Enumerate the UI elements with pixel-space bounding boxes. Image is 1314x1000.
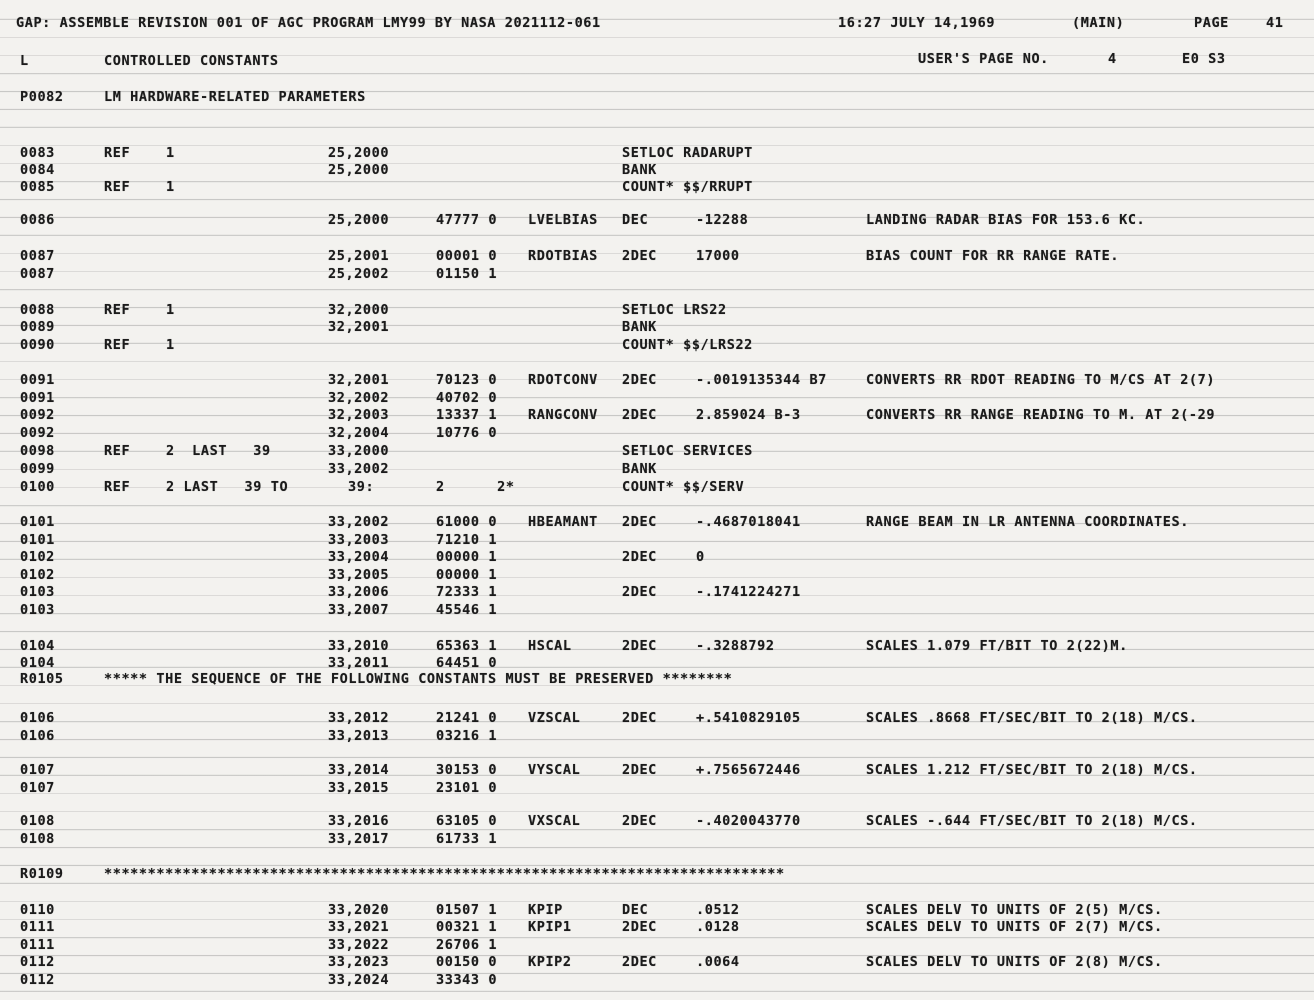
address: 25,2002: [328, 266, 390, 282]
symbol-label: KPIP2: [528, 954, 572, 970]
octal-data: 61000 0: [436, 514, 498, 530]
subheader-code: P0082: [20, 89, 64, 105]
symbol-label: RANGCONV: [528, 407, 598, 423]
subheader-title: LM HARDWARE-RELATED PARAMETERS: [104, 89, 366, 105]
operand: .0064: [696, 954, 740, 970]
address: 33,2005: [328, 567, 390, 583]
comment: SCALES 1.212 FT/SEC/BIT TO 2(18) M/CS.: [866, 762, 1198, 778]
symbol-label: VZSCAL: [528, 710, 581, 726]
octal-data: 00321 1: [436, 919, 498, 935]
opcode: 2DEC: [622, 954, 657, 970]
octal-data: 45546 1: [436, 602, 498, 618]
comment: BIAS COUNT FOR RR RANGE RATE.: [866, 248, 1120, 264]
address: 25,2000: [328, 162, 390, 178]
line-number: 0087: [20, 266, 55, 282]
comment: SCALES DELV TO UNITS OF 2(5) M/CS.: [866, 902, 1163, 918]
symbol-label: VXSCAL: [528, 813, 581, 829]
address: 33,2023: [328, 954, 390, 970]
opcode: 2DEC: [622, 549, 657, 565]
address: 33,2002: [328, 514, 390, 530]
address: 33,2017: [328, 831, 390, 847]
line-number: 0101: [20, 514, 55, 530]
address: 32,2001: [328, 372, 390, 388]
octal-data: 40702 0: [436, 390, 498, 406]
operand: 17000: [696, 248, 740, 264]
ref-number: 2 LAST 39: [166, 443, 271, 459]
line-number: 0086: [20, 212, 55, 228]
header-code: L: [20, 53, 29, 69]
ref-number: 1: [166, 337, 175, 353]
line-number: 0112: [20, 972, 55, 988]
symbol-label: RDOTBIAS: [528, 248, 598, 264]
symbol-label: HSCAL: [528, 638, 572, 654]
line-number: 0091: [20, 390, 55, 406]
line-number: 0088: [20, 302, 55, 318]
opcode: SETLOC LRS22: [622, 302, 727, 318]
ref-marker: REF: [104, 479, 131, 495]
opcode: 2DEC: [622, 813, 657, 829]
opcode: 2DEC: [622, 248, 657, 264]
operand: -.4687018041: [696, 514, 801, 530]
users-page-label: USER'S PAGE NO.: [918, 51, 1049, 67]
ref-marker: REF: [104, 145, 131, 161]
opcode: BANK: [622, 162, 657, 178]
address: 33,2000: [328, 443, 390, 459]
operand: .0128: [696, 919, 740, 935]
operand: 2.859024 B-3: [696, 407, 801, 423]
header-title: GAP: ASSEMBLE REVISION 001 OF AGC PROGRAM LMY99 BY NASA 2021112-061: [16, 15, 601, 31]
ref-marker: REF: [104, 443, 131, 459]
comment: CONVERTS RR RANGE READING TO M. AT 2(-29: [866, 407, 1216, 423]
octal-data: 65363 1: [436, 638, 498, 654]
line-number: 0087: [20, 248, 55, 264]
address: 33,2021: [328, 919, 390, 935]
ref-marker: REF: [104, 179, 131, 195]
octal-data: 70123 0: [436, 372, 498, 388]
opcode: SETLOC SERVICES: [622, 443, 753, 459]
ref-number: 1: [166, 179, 175, 195]
octal-data: 00000 1: [436, 549, 498, 565]
address: 33,2022: [328, 937, 390, 953]
line-number: 0091: [20, 372, 55, 388]
operand: +.5410829105: [696, 710, 801, 726]
address: 33,2016: [328, 813, 390, 829]
octal-data: 03216 1: [436, 728, 498, 744]
opcode: DEC: [622, 212, 649, 228]
octal-data: 21241 0: [436, 710, 498, 726]
address: 33,2002: [328, 461, 390, 477]
operand: -.3288792: [696, 638, 775, 654]
ref-number: 2 LAST 39 TO: [166, 479, 289, 495]
opcode: 2DEC: [622, 710, 657, 726]
octal-data: 71210 1: [436, 532, 498, 548]
remark-text: ******************************************************************************: [104, 866, 785, 882]
symbol-label: KPIP1: [528, 919, 572, 935]
comment: SCALES DELV TO UNITS OF 2(7) M/CS.: [866, 919, 1163, 935]
comment: SCALES 1.079 FT/BIT TO 2(22)M.: [866, 638, 1128, 654]
address: 33,2024: [328, 972, 390, 988]
octal-data: 72333 1: [436, 584, 498, 600]
operand: -.4020043770: [696, 813, 801, 829]
address: 33,2013: [328, 728, 390, 744]
line-number: 0090: [20, 337, 55, 353]
opcode: 2DEC: [622, 584, 657, 600]
address: 33,2015: [328, 780, 390, 796]
octal-data: 00150 0: [436, 954, 498, 970]
address: 33,2020: [328, 902, 390, 918]
opcode: 2DEC: [622, 372, 657, 388]
line-number: 0092: [20, 407, 55, 423]
octal-data: 00001 0: [436, 248, 498, 264]
octal-data: 00000 1: [436, 567, 498, 583]
operand: 0: [696, 549, 705, 565]
opcode: 2DEC: [622, 407, 657, 423]
line-number: 0111: [20, 937, 55, 953]
address: 32,2004: [328, 425, 390, 441]
line-number: 0103: [20, 602, 55, 618]
line-number: 0107: [20, 780, 55, 796]
octal-data: 26706 1: [436, 937, 498, 953]
line-number: 0111: [20, 919, 55, 935]
address: 33,2014: [328, 762, 390, 778]
line-number: 0106: [20, 728, 55, 744]
operand: +.7565672446: [696, 762, 801, 778]
address: 25,2000: [328, 145, 390, 161]
comment: SCALES .8668 FT/SEC/BIT TO 2(18) M/CS.: [866, 710, 1198, 726]
line-number: 0084: [20, 162, 55, 178]
comment: CONVERTS RR RDOT READING TO M/CS AT 2(7): [866, 372, 1216, 388]
address: 33,2010: [328, 638, 390, 654]
line-number: 0110: [20, 902, 55, 918]
address: 32,2000: [328, 302, 390, 318]
opcode: COUNT* $$/RRUPT: [622, 179, 753, 195]
line-number: 0085: [20, 179, 55, 195]
symbol-label: LVELBIAS: [528, 212, 598, 228]
address: 33,2011: [328, 655, 390, 671]
address: 33,2006: [328, 584, 390, 600]
header-page-label: PAGE: [1194, 15, 1229, 31]
opcode: SETLOC RADARUPT: [622, 145, 753, 161]
opcode: 2DEC: [622, 514, 657, 530]
remark-line-number: R0105: [20, 671, 64, 687]
symbol-label: KPIP: [528, 902, 563, 918]
ref-marker: REF: [104, 337, 131, 353]
line-number: 0112: [20, 954, 55, 970]
line-number: 0099: [20, 461, 55, 477]
comment: RANGE BEAM IN LR ANTENNA COORDINATES.: [866, 514, 1189, 530]
octal-data: 2 2*: [436, 479, 515, 495]
line-number: 0083: [20, 145, 55, 161]
address: 25,2001: [328, 248, 390, 264]
line-number: 0108: [20, 813, 55, 829]
line-number: 0101: [20, 532, 55, 548]
octal-data: 30153 0: [436, 762, 498, 778]
line-number: 0092: [20, 425, 55, 441]
symbol-label: VYSCAL: [528, 762, 581, 778]
opcode: COUNT* $$/SERV: [622, 479, 745, 495]
octal-data: 13337 1: [436, 407, 498, 423]
address: 32,2002: [328, 390, 390, 406]
header-section-title: CONTROLLED CONSTANTS: [104, 53, 279, 69]
header-section: (MAIN): [1072, 15, 1125, 31]
remark-text: ***** THE SEQUENCE OF THE FOLLOWING CONSTANTS MUST BE PRESERVED ********: [104, 671, 733, 687]
header-page-number: 41: [1266, 15, 1284, 31]
opcode: BANK: [622, 461, 657, 477]
line-number: 0100: [20, 479, 55, 495]
octal-data: 64451 0: [436, 655, 498, 671]
opcode: 2DEC: [622, 919, 657, 935]
line-number: 0108: [20, 831, 55, 847]
octal-data: 61733 1: [436, 831, 498, 847]
ref-number: 1: [166, 145, 175, 161]
line-number: 0102: [20, 567, 55, 583]
comment: SCALES -.644 FT/SEC/BIT TO 2(18) M/CS.: [866, 813, 1198, 829]
address: 33,2004: [328, 549, 390, 565]
remark-line-number: R0109: [20, 866, 64, 882]
line-number: 0103: [20, 584, 55, 600]
line-number: 0107: [20, 762, 55, 778]
octal-data: 10776 0: [436, 425, 498, 441]
ref-extra: 39:: [348, 479, 375, 495]
line-number: 0106: [20, 710, 55, 726]
comment: SCALES DELV TO UNITS OF 2(8) M/CS.: [866, 954, 1163, 970]
opcode: BANK: [622, 319, 657, 335]
octal-data: 47777 0: [436, 212, 498, 228]
eo-code: E0 S3: [1182, 51, 1226, 67]
line-number: 0098: [20, 443, 55, 459]
octal-data: 01150 1: [436, 266, 498, 282]
octal-data: 01507 1: [436, 902, 498, 918]
opcode: 2DEC: [622, 638, 657, 654]
opcode: DEC: [622, 902, 649, 918]
operand: .0512: [696, 902, 740, 918]
line-number: 0104: [20, 655, 55, 671]
operand: -.0019135344 B7: [696, 372, 827, 388]
address: 33,2007: [328, 602, 390, 618]
users-page-number: 4: [1108, 51, 1117, 67]
address: 25,2000: [328, 212, 390, 228]
operand: -12288: [696, 212, 749, 228]
ref-marker: REF: [104, 302, 131, 318]
octal-data: 63105 0: [436, 813, 498, 829]
address: 32,2001: [328, 319, 390, 335]
symbol-label: RDOTCONV: [528, 372, 598, 388]
line-number: 0104: [20, 638, 55, 654]
address: 33,2012: [328, 710, 390, 726]
opcode: COUNT* $$/LRS22: [622, 337, 753, 353]
line-number: 0102: [20, 549, 55, 565]
octal-data: 33343 0: [436, 972, 498, 988]
comment: LANDING RADAR BIAS FOR 153.6 KC.: [866, 212, 1146, 228]
address: 33,2003: [328, 532, 390, 548]
address: 32,2003: [328, 407, 390, 423]
line-number: 0089: [20, 319, 55, 335]
opcode: 2DEC: [622, 762, 657, 778]
operand: -.1741224271: [696, 584, 801, 600]
symbol-label: HBEAMANT: [528, 514, 598, 530]
octal-data: 23101 0: [436, 780, 498, 796]
ref-number: 1: [166, 302, 175, 318]
header-datetime: 16:27 JULY 14,1969: [838, 15, 996, 31]
